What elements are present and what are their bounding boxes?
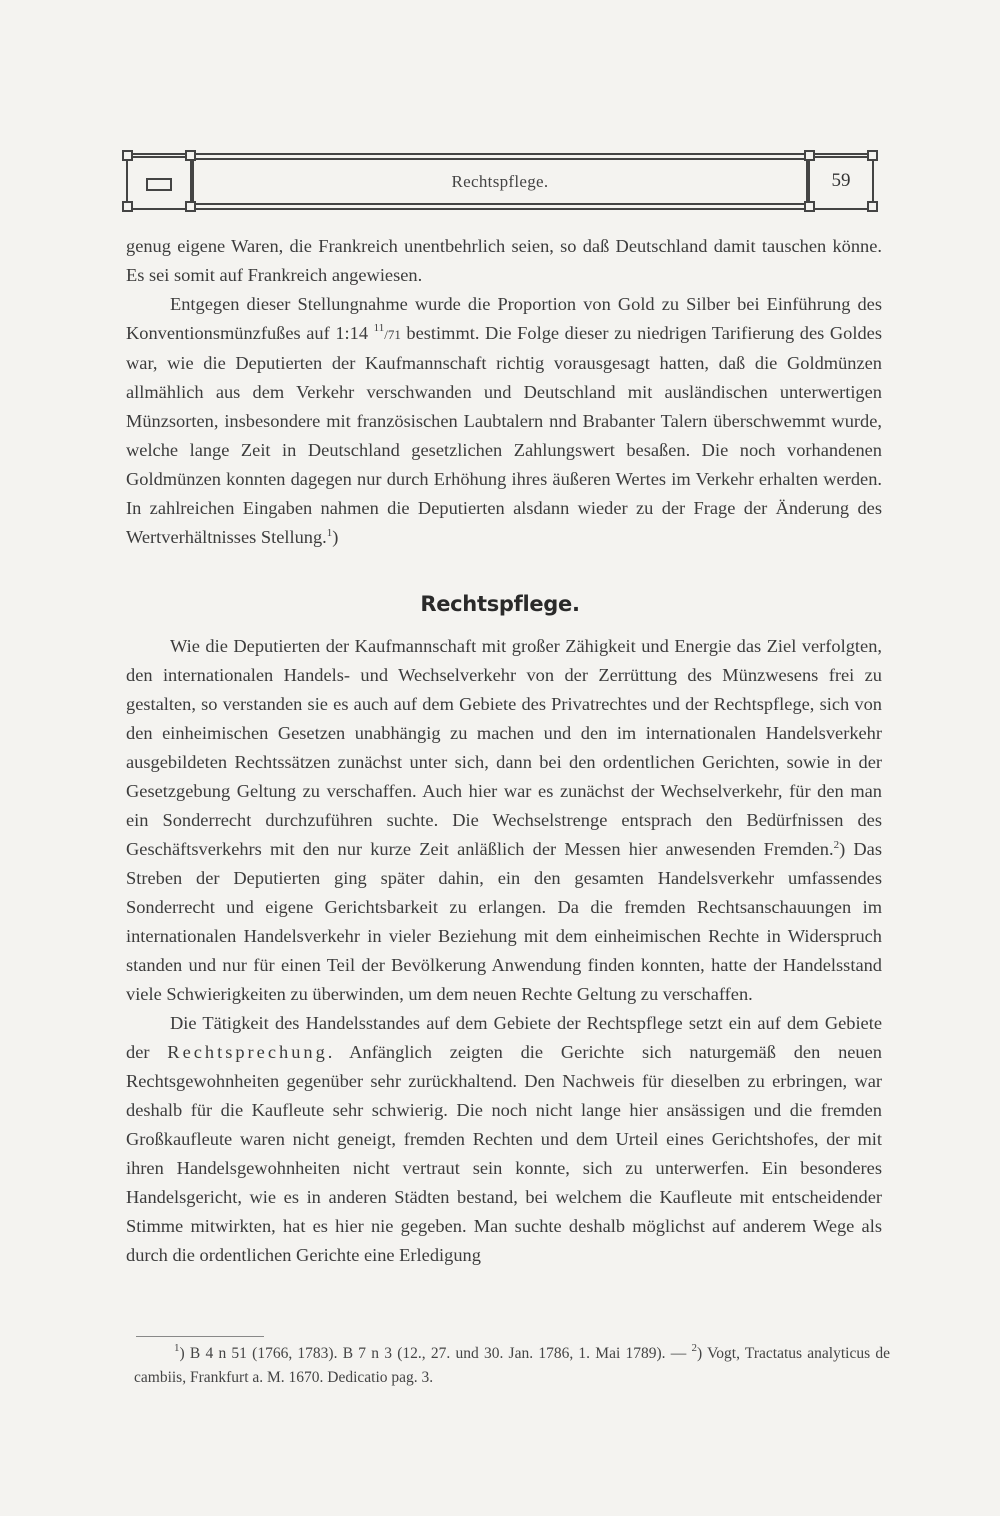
paragraph-text: bestimmt. Die Folge dieser zu niedrigen Tarifierung des Goldes war, wie die Deputierten der Kaufmannschaft richtig vorausgesagt hatten, daß die Goldmünzen allmählich aus dem Verkehr verschwanden und Deutschland mit ausländischen unterwertigen Münzsorten, insbesondere mit französischen Laubtalern nnd Brabanter Talern überschwemmt wurde, welche lange Zeit in Deutschland gesetzlichen Zahlungswert besaßen. Die noch vorhandenen Goldmünzen konnten dagegen nur durch Erhöhung ihres äußeren Wertes im Verkehr erhalten werden. In zahlreichen Eingaben nahmen die Deputierten alsdann wieder zu der Frage der Änderung des Wertverhältnisses Stellung. [126, 323, 883, 547]
paragraph [126, 1009, 882, 1270]
footnote-ref: 2 [833, 839, 840, 851]
header-rule-top-inner [122, 158, 878, 160]
footnote-ref: 1 [326, 527, 333, 539]
header-corner-ornament [122, 150, 133, 161]
footnote-rule [136, 1336, 264, 1337]
running-header [122, 150, 878, 212]
fraction-numerator: 11 [373, 322, 385, 334]
emphasized-term: Rechtsprechung [167, 1042, 328, 1062]
text-block-main [126, 632, 882, 1270]
paragraph [126, 232, 882, 290]
footnote-ref-paren: ) [332, 527, 339, 547]
header-rule-bottom [122, 208, 878, 210]
header-corner-ornament [867, 150, 878, 161]
paragraph-text: Entgegen dieser Stellungnahme wurde die Proportion von Gold zu Silber bei Einführung des Konventionsmünzfußes auf 1:14 [126, 294, 882, 343]
paragraph-text: Die Tätigkeit des Handelsstandes auf dem Gebiete der Rechtspflege setzt ein auf dem Gebiete der [126, 1013, 882, 1062]
header-corner-ornament [122, 201, 133, 212]
fraction [374, 323, 401, 343]
footnote-mark: 1 [174, 1342, 180, 1354]
header-corner-ornament [185, 150, 196, 161]
running-title: Rechtspflege. [451, 172, 549, 191]
page-number: 59 [831, 170, 851, 191]
paragraph-text: Wie die Deputierten der Kaufmannschaft mit großer Zähigkeit und Energie das Ziel verfolgten, den internationalen Handels- und Wechselverkehr von der Zerrüttung des Münzwesens frei zu gestalten, so verstanden sie es auch auf dem Gebiete des Privatrechtes und der Rechtspflege, sich von den einheimischen Gesetzen unabhängig zu machen und den im internationalen Handelsverkehr ausgebildeten Rechtssätzen zunächst unter sich, dann bei den ordentlichen Gerichten, sowie in der Gesetzgebung Geltung zu verschaffen. Auch hier war es zunächst der Wechselverkehr, für den man ein Sonderrecht durchzuführen suchte. Die Wechselstrenge entsprach den Bedürfnissen des Geschäftsverkehrs mit den nur kurze Zeit anläßlich der Messen hier anwesenden Fremden. [126, 636, 882, 859]
paragraph-text: genug eigene Waren, die Frankreich unentbehrlich seien, so daß Deutschland damit tauschen könne. Es sei somit auf Frankreich angewiesen. [126, 236, 882, 285]
footnote-text: ) B 4 n 51 (1766, 1783). B 7 n 3 (12., 27. und 30. Jan. 1786, 1. Mai 1789). — [179, 1345, 692, 1362]
paragraph [126, 632, 882, 1009]
footnote-text: ) Vogt, Tractatus analyticus de cambiis, Frankfurt a. M. 1670. Dedicatio pag. 3. [134, 1345, 890, 1386]
header-corner-ornament [804, 201, 815, 212]
footnotes [134, 1342, 890, 1390]
paragraph [126, 290, 882, 552]
footnote [134, 1342, 890, 1390]
header-rule-top [122, 153, 878, 155]
text-block-top [126, 232, 882, 552]
header-rule-bottom-inner [122, 203, 878, 205]
header-corner-ornament [867, 201, 878, 212]
paragraph-text: ) Das Streben der Deputierten ging später dahin, ein den gesamten Handelsverkehr umfassendes Sonderrecht und eigene Gerichtsbarkeit zu erlangen. Da die fremden Rechtsanschauungen im internationalen Handelsverkehr in vieler Beziehung mit dem einheimischen Rechte in Widerspruch standen und nur für einen Teil der Bevölkerung Anwendung finden konnten, hatte der Handelsstand viele Schwierigkeiten zu überwinden, um dem neuen Rechte Geltung zu verschaffen. [126, 839, 882, 1004]
section-heading: Rechtspflege. [420, 592, 580, 616]
header-corner-ornament [185, 201, 196, 212]
footnote-mark: 2 [691, 1342, 697, 1354]
fraction-denominator: /71 [384, 327, 401, 342]
header-corner-ornament [804, 150, 815, 161]
paragraph-text: . Anfänglich zeigten die Gerichte sich naturgemäß den neuen Rechtsgewohnheiten gegenüber sehr zurückhaltend. Den Nachweis für dieselben zu erbringen, war deshalb für die Kaufleute sehr schwierig. Die noch nicht lange hier ansässigen und die fremden Großkaufleute waren nicht geneigt, fremden Rechten und dem Urteil eines Gerichtshofes, der mit ihren Handelsgewohnheiten nicht vertraut sein konnte, sich zu unterwerfen. Ein besonderes Handelsgericht, wie es in anderen Städten bestand, bei welchem die Kaufleute mit entscheidender Stimme mitwirkten, hat es hier nie gegeben. Man suchte deshalb möglichst auf anderem Wege als durch die ordentlichen Gerichte eine Erledigung [126, 1042, 882, 1265]
